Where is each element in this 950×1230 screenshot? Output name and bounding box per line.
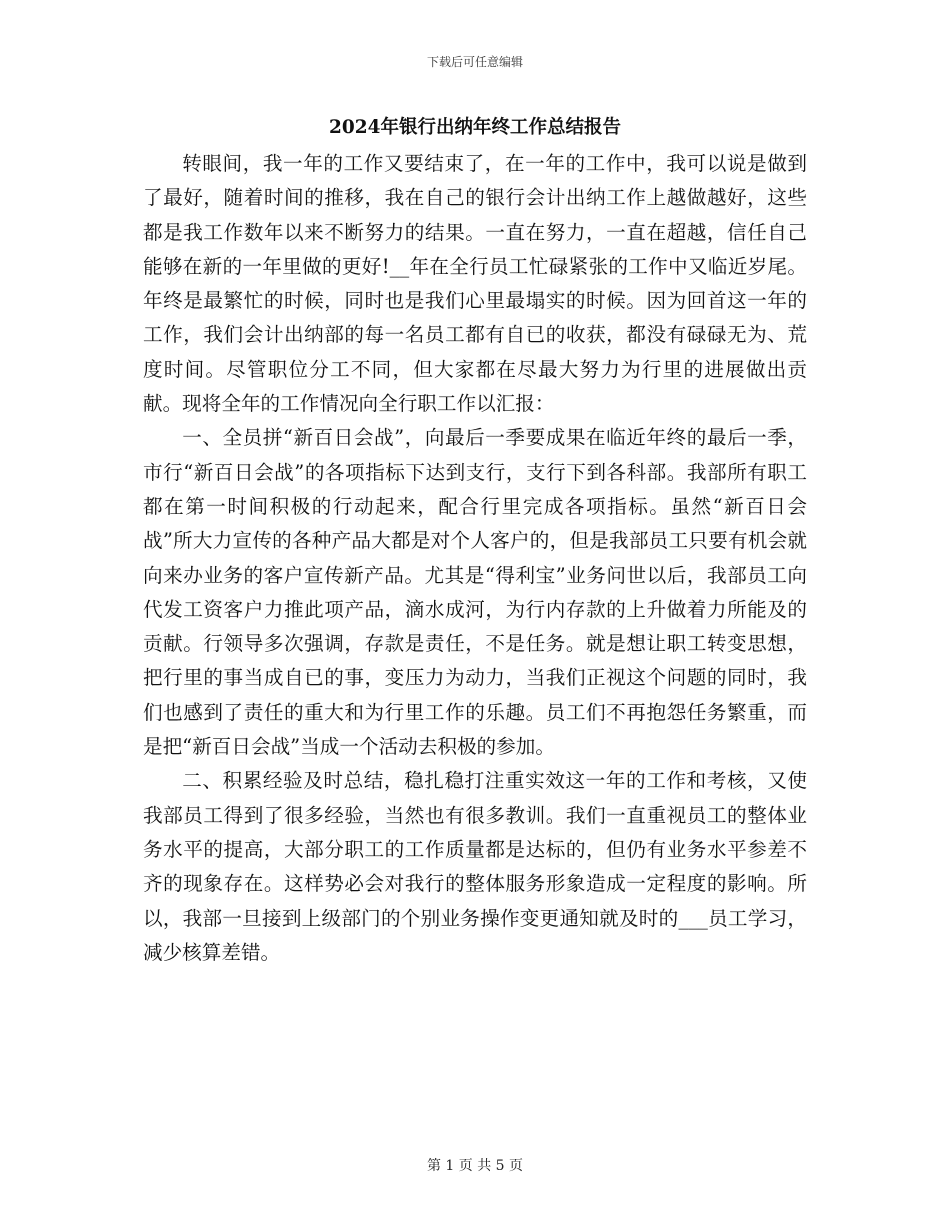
page-number: 第 1 页 共 5 页: [426, 1158, 524, 1174]
paragraph-section-1: 一、全员拼“新百日会战”，向最后一季要成果在临近年终的最后一季，市行“新百日会战”的各项指标下达到支行，支行下到各科部。我部所有职工都在第一时间积极的行动起来，配合行里完成各项指标。虽然“新百日会战”所大力宣传的各种产品大都是对个人客户的，但是我部员工只要有机会就向来办业务的客户宣传新产品。尤其是“得利宝”业务问世以后，我部员工向代发工资客户力推此项产品，滴水成河，为行内存款的上升做着力所能及的贡献。行领导多次强调，存款是责任，不是任务。就是想让职工转变思想，把行里的事当成自已的事，变压力为动力，当我们正视这个问题的同时，我们也感到了责任的重大和为行里工作的乐趣。员工们不再抱怨任务繁重，而是把“新百日会战”当成一个活动去积极的参加。: [143, 426, 807, 759]
paragraph-intro: 转眼间，我一年的工作又要结束了，在一年的工作中，我可以说是做到了最好，随着时间的推移，我在自己的银行会计出纳工作上越做越好，这些都是我工作数年以来不断努力的结果。一直在努力，一直在超越，信任自己能够在新的一年里做的更好!__年在全行员工忙碌紧张的工作中又临近岁尾。年终是最繁忙的时候，同时也是我们心里最塌实的时候。因为回首这一年的工作，我们会计出纳部的每一名员工都有自已的收获，都没有碌碌无为、荒度时间。尽管职位分工不同，但大家都在尽最大努力为行里的进展做出贡献。现将全年的工作情况向全行职工作以汇报：: [143, 152, 807, 416]
document-body: [143, 147, 807, 970]
header-note: 下载后可任意编辑: [426, 55, 523, 69]
document-title: 2024年银行出纳年终工作总结报告: [329, 117, 621, 138]
paragraph-section-2: 二、积累经验及时总结，稳扎稳打注重实效这一年的工作和考核，又使我部员工得到了很多经验，当然也有很多教训。我们一直重视员工的整体业务水平的提高，大部分职工的工作质量都是达标的，但仍有业务水平参差不齐的现象存在。这样势必会对我行的整体服务形象造成一定程度的影响。所以，我部一旦接到上级部门的个别业务操作变更通知就及时的___员工学习，减少核算差错。: [143, 769, 807, 964]
